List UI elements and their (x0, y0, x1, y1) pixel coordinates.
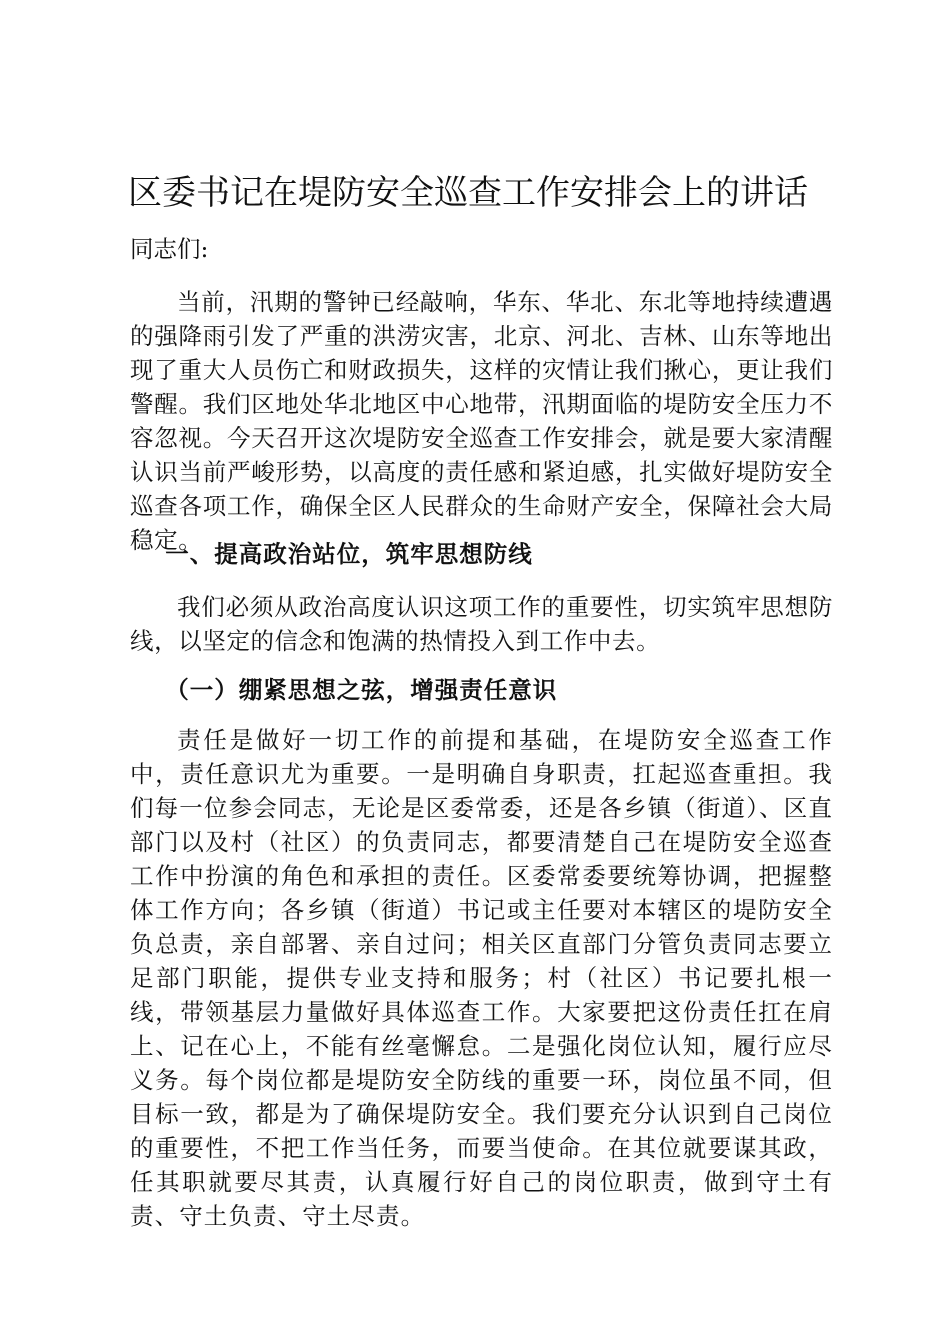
section-heading-1: 一、提高政治站位，筑牢思想防线 (165, 540, 533, 568)
salutation: 同志们: (130, 235, 209, 263)
paragraph-intro: 当前，汛期的警钟已经敲响，华东、华北、东北等地持续遭遇的强降雨引发了严重的洪涝灾害，北京、河北、吉林、山东等地出现了重大人员伤亡和财政损失，这样的灾情让我们揪心，更让我们警醒。我们区地处华北地区中心地带，汛期面临的堤防安全压力不容忽视。今天召开这次堤防安全巡查工作安排会，就是要大家清醒认识当前严峻形势，以高度的责任感和紧迫感，扎实做好堤防安全巡查各项工作，确保全区人民群众的生命财产安全，保障社会大局稳定。 (130, 288, 833, 554)
paragraph-subsection-1: 责任是做好一切工作的前提和基础，在堤防安全巡查工作中，责任意识尤为重要。一是明确自身职责，扛起巡查重担。我们每一位参会同志，无论是区委常委，还是各乡镇（街道）、区直部门以及村（社区）的负责同志，都要清楚自己在堤防安全巡查工作中扮演的角色和承担的责任。区委常委要统筹协调，把握整体工作方向；各乡镇（街道）书记或主任要对本辖区的堤防安全负总责，亲自部署、亲自过问；相关区直部门分管负责同志要立足部门职能，提供专业支持和服务；村（社区）书记要扎根一线，带领基层力量做好具体巡查工作。大家要把这份责任扛在肩上、记在心上，不能有丝毫懈怠。二是强化岗位认知，履行应尽义务。每个岗位都是堤防安全防线的重要一环，岗位虽不同，但目标一致，都是为了确保堤防安全。我们要充分认识到自己岗位的重要性，不把工作当任务，而要当使命。在其位就要谋其政，任其职就要尽其责，认真履行好自己的岗位职责，做到守土有责、守土负责、守土尽责。 (130, 726, 833, 1230)
paragraph-section-1: 我们必须从政治高度认识这项工作的重要性，切实筑牢思想防线，以坚定的信念和饱满的热情投入到工作中去。 (130, 593, 833, 655)
document-title: 区委书记在堤防安全巡查工作安排会上的讲话 (128, 173, 808, 213)
subsection-heading-1: （一）绷紧思想之弦，增强责任意识 (165, 676, 558, 704)
